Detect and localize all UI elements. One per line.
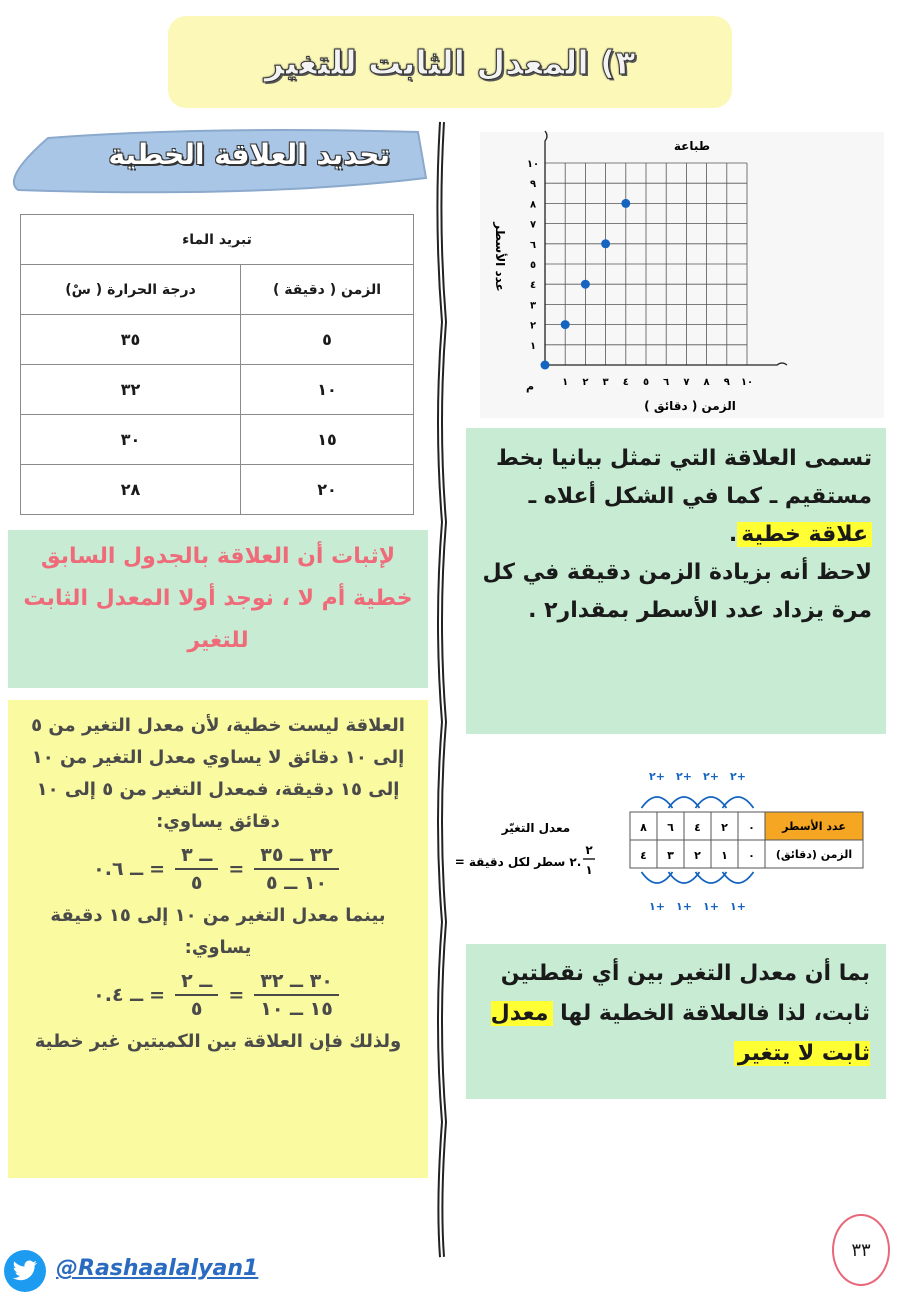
notebook-spine [432, 122, 452, 1257]
graph-ylabel: عدد الأسطر [493, 222, 507, 292]
row2-value: ٤ [640, 849, 647, 862]
y-tick-label: ٦ [529, 239, 537, 251]
bottom-increment-label: ١+ [649, 900, 665, 913]
eq2-result: ــ ٠.٤ [93, 984, 144, 1006]
y-tick-label: ٣ [529, 300, 537, 312]
constant-highlight: معدل ثابت لا يتغير [490, 1001, 870, 1066]
eq2-fraction-1: $\frac{\text{٣٠ ــ ٣٢}}{\text{١٥ ــ ١٠}}$ [254, 968, 339, 1022]
bottom-arc [696, 872, 727, 883]
table-cell-time: ١٠ [241, 365, 414, 415]
eq2-fraction-2: $\frac{\text{ــ ٢}}{٥}$ [175, 968, 218, 1022]
top-arc [723, 797, 754, 808]
ribbon-title: تحديد العلاقة الخطية [108, 138, 390, 171]
page-title [168, 16, 732, 108]
top-increments [642, 770, 754, 808]
row1-value: ٢ [721, 821, 728, 834]
row2-value: ١ [721, 849, 728, 862]
y-tick-label: ٩ [529, 179, 537, 191]
y-tick-label: ٤ [529, 280, 537, 292]
bottom-arc [723, 872, 754, 883]
definition-note: لاحظ أنه بزيادة الزمن دقيقة في كل مرة يزداد عدد الأسطر بمقدار٢ . [482, 560, 872, 623]
x-tick-label: ٨ [703, 377, 710, 388]
x-tick-label: ٩ [723, 377, 730, 388]
bottom-increment-label: ١+ [676, 900, 692, 913]
graph-title: طباعة [673, 139, 711, 153]
row2-value: ٢ [694, 849, 701, 862]
rate-numerator: ٢ [585, 843, 593, 857]
eq1-result: ــ ٠.٦ [93, 858, 144, 880]
data-point [581, 280, 590, 289]
y-tick-label: ٥ [529, 260, 537, 271]
top-increment-label: ٢+ [730, 770, 746, 783]
row2-value: ٣ [667, 849, 674, 862]
table-cell-time: ٢٠ [241, 465, 414, 515]
equation-2: ــ ٠.٤ = $\frac{\text{ــ ٢}}{٥}$ = $\frac{\text{٣٠ ــ ٣٢}}{\text{١٥ ــ ١٠}}$ [20, 968, 416, 1022]
table-header-time: الزمن ( دقيقة ) [241, 265, 414, 315]
water-cooling-table [20, 214, 414, 515]
y-tick-label: ١ [529, 340, 537, 352]
definition-end: . [728, 522, 738, 547]
constant-text: بما أن معدل التغير بين أي نقطتين ثابت، لذا فالعلاقة الخطية لها [500, 961, 870, 1026]
data-point [621, 199, 630, 208]
row1-value: ٠ [748, 821, 755, 834]
table-cell-time: ١٥ [241, 415, 414, 465]
x-tick-label: ١٠ [740, 377, 754, 388]
table-row [21, 415, 414, 465]
answer-box [8, 700, 428, 1178]
y-tick-label: ٢ [529, 320, 537, 332]
row2-value: ٠ [748, 849, 755, 862]
data-point [561, 320, 570, 329]
table-cell-temp: ٣٥ [21, 315, 241, 365]
row1-value: ٦ [667, 821, 674, 834]
top-arc [696, 797, 727, 808]
bottom-increments [642, 872, 754, 913]
y-tick-label: ٨ [529, 199, 537, 211]
twitter-icon[interactable] [4, 1250, 46, 1292]
equation-1: ــ ٠.٦ = $\frac{\text{ــ ٣}}{٥}$ = $\frac{\text{٣٢ ــ ٣٥}}{\text{١٠ ــ ٥}}$ [20, 842, 416, 896]
line-graph [480, 132, 884, 418]
data-point [541, 361, 550, 370]
definition-box [466, 428, 886, 734]
y-tick-label: ٧ [529, 219, 537, 231]
graph-xlabel: الزمن ( دقائق ) [644, 399, 736, 413]
table-caption: تبريد الماء [21, 215, 414, 265]
eq1-fraction-2: $\frac{\text{ــ ٣}}{٥}$ [175, 842, 218, 896]
bottom-arc [642, 872, 673, 883]
x-tick-label: ٢ [582, 377, 589, 388]
x-tick-label: ١ [562, 377, 569, 388]
answer-paragraph-1: العلاقة ليست خطية، لأن معدل التغير من ٥ إلى ١٠ دقائق لا يساوي معدل التغير من ١٠ إلى ١٥ دقيقة، فمعدل التغير من ٥ إلى ١٠ دقائق يساوي: [31, 715, 405, 832]
bottom-arc [669, 872, 700, 883]
table-row [21, 315, 414, 365]
table-header-temp: درجة الحرارة ( سْ) [21, 265, 241, 315]
table-cell-temp: ٢٨ [21, 465, 241, 515]
top-arc [669, 797, 700, 808]
graph-origin: م [525, 380, 535, 393]
x-tick-label: ٤ [622, 377, 629, 388]
table-cell-temp: ٣٢ [21, 365, 241, 415]
page-number: ٣٣ [832, 1214, 890, 1286]
row1-value: ٤ [694, 821, 701, 834]
top-arc [642, 797, 673, 808]
bottom-increment-label: ١+ [730, 900, 746, 913]
top-increment-label: ٢+ [649, 770, 665, 783]
question-text: لإثبات أن العلاقة بالجدول السابق خطية أم لا ، نوجد أولا المعدل الثابت للتغير [23, 544, 413, 653]
row1-label: عدد الأسطر [782, 820, 846, 833]
twitter-handle[interactable]: @Rashaalalyan1 [56, 1256, 259, 1281]
constant-rate-box [466, 944, 886, 1099]
rate-diagram [454, 760, 886, 936]
data-point [601, 239, 610, 248]
x-tick-label: ٣ [602, 377, 609, 388]
question-box [8, 530, 428, 688]
top-increment-label: ٢+ [676, 770, 692, 783]
y-tick-label: ١٠ [526, 159, 540, 170]
x-tick-label: ٧ [683, 377, 690, 388]
answer-paragraph-2: بينما معدل التغير من ١٠ إلى ١٥ دقيقة يساوي: [50, 905, 386, 958]
rate-table [630, 812, 863, 868]
x-tick-label: ٥ [642, 377, 650, 388]
definition-text: تسمى العلاقة التي تمثل بيانيا بخط مستقيم ـ كما في الشكل أعلاه ـ [496, 446, 872, 509]
table-row [21, 465, 414, 515]
page-title-text: ٣) المعدل الثابت للتغير [264, 42, 636, 82]
table-cell-time: ٥ [241, 315, 414, 365]
row1-value: ٨ [640, 821, 647, 834]
top-increment-label: ٢+ [703, 770, 719, 783]
eq1-fraction-1: $\frac{\text{٣٢ ــ ٣٥}}{\text{١٠ ــ ٥}}$ [254, 842, 339, 896]
answer-paragraph-3: ولذلك فإن العلاقة بين الكميتين غير خطية [34, 1031, 402, 1052]
x-tick-label: ٦ [663, 377, 670, 388]
rate-denominator: ١ [585, 863, 593, 877]
bottom-increment-label: ١+ [703, 900, 719, 913]
table-cell-temp: ٣٠ [21, 415, 241, 465]
definition-highlight: علاقة خطية [737, 522, 872, 547]
table-row [21, 365, 414, 415]
rate-title: معدل التغيّر [501, 821, 571, 835]
rate-text: = ٢ سطر لكل دقيقة. [454, 855, 582, 869]
row2-label: الزمن (دقائق) [775, 848, 853, 861]
